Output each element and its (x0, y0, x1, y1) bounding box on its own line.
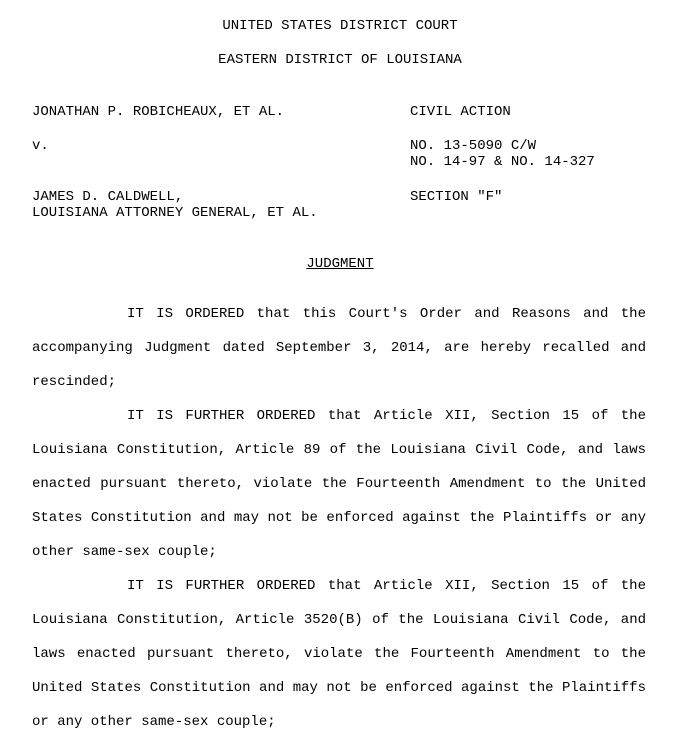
court-district: EASTERN DISTRICT OF LOUISIANA (218, 52, 462, 68)
order-paragraph (32, 297, 646, 399)
section-label: SECTION "F" (410, 189, 503, 205)
defendant-name: JAMES D. CALDWELL, (32, 189, 184, 205)
court-name: UNITED STATES DISTRICT COURT (222, 18, 458, 34)
paragraph-text: IT IS FURTHER ORDERED that Article XII, Section 15 of the Louisiana Constitution, Article 89 of the Louisiana Civil Code, and laws enacted pursuant thereto, violate the Fourteenth Amendment to the United States Constitution and may not be enforced against the Plaintiffs or any other same-sex couple; (32, 408, 646, 560)
defendant-title: LOUISIANA ATTORNEY GENERAL, ET AL. (32, 205, 318, 221)
plaintiff-name: JONATHAN P. ROBICHEAUX, ET AL. (32, 104, 285, 120)
case-number: NO. 13-5090 C/W (410, 138, 537, 154)
paragraph-text: IT IS ORDERED that this Court's Order and Reasons and the accompanying Judgment dated September 3, 2014, are hereby recalled and rescinded; (32, 306, 646, 390)
order-paragraph (32, 399, 646, 569)
consolidated-case-numbers: NO. 14-97 & NO. 14-327 (410, 154, 595, 170)
civil-action-label: CIVIL ACTION (410, 104, 511, 120)
versus: v. (32, 138, 49, 154)
order-paragraph (32, 569, 646, 739)
paragraph-text: IT IS FURTHER ORDERED that Article XII, Section 15 of the Louisiana Constitution, Article 3520(B) of the Louisiana Civil Code, and laws enacted pursuant thereto, violate the Fourteenth Amendment to the United States Constitution and may not be enforced against the Plaintiffs or any other same-sex couple; (32, 578, 646, 730)
document-title: JUDGMENT (306, 256, 374, 272)
